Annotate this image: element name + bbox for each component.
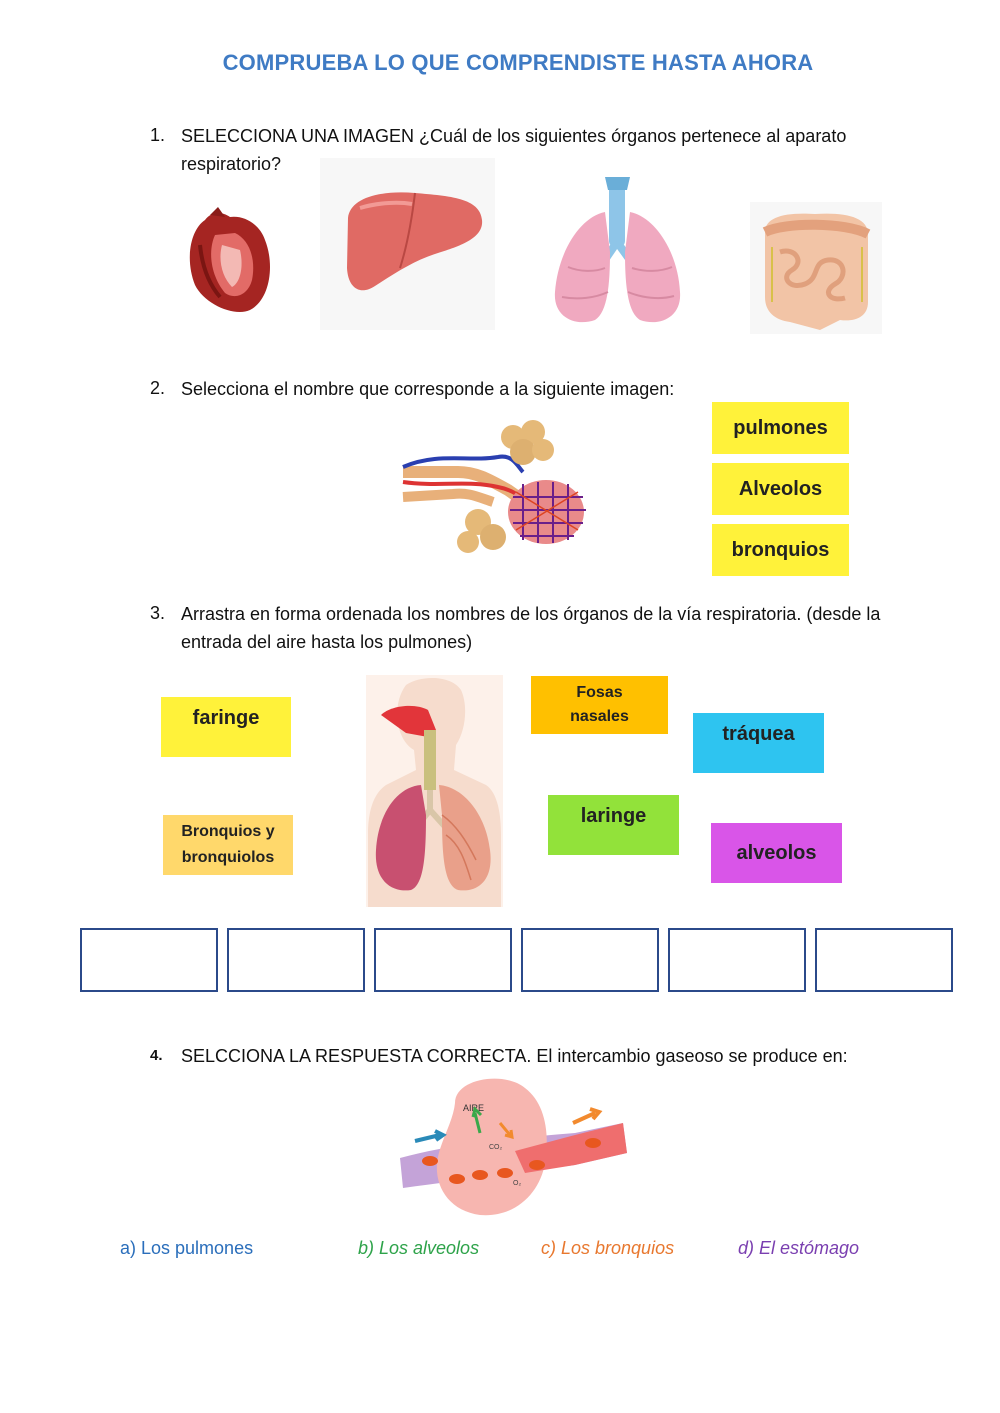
q4-text: SELCCIONA LA RESPUESTA CORRECTA. El intercambio gaseoso se produce en: xyxy=(181,1046,848,1066)
q3-number: 3. xyxy=(150,603,166,623)
q4-number: 4. xyxy=(150,1047,163,1064)
option-alveolos[interactable]: Alveolos xyxy=(712,463,849,515)
tile-bronquios-line1: Bronquios y xyxy=(181,823,275,840)
q1-text: SELECCIONA UNA IMAGEN ¿Cuál de los siguientes órganos pertenece al aparato respiratorio? xyxy=(181,126,847,174)
liver-image[interactable] xyxy=(320,158,495,330)
answer-c[interactable]: c) Los bronquios xyxy=(541,1238,675,1258)
co2-label: CO₂ xyxy=(489,1144,503,1151)
option-bronquios[interactable]: bronquios xyxy=(712,524,849,576)
answer-b[interactable]: b) Los alveolos xyxy=(358,1238,480,1258)
tile-faringe[interactable]: faringe xyxy=(161,697,291,757)
drop-slot-2[interactable] xyxy=(227,928,365,992)
tile-traquea[interactable]: tráquea xyxy=(693,713,824,773)
lungs-image[interactable] xyxy=(550,172,685,332)
tile-laringe[interactable]: laringe xyxy=(548,795,679,855)
q3-text: Arrastra en forma ordenada los nombres de los órganos de la vía respiratoria. (desde la entrada del aire hasta los pulmones) xyxy=(181,604,881,652)
o2-label: O₂ xyxy=(513,1180,522,1187)
drop-slot-1[interactable] xyxy=(80,928,218,992)
q1-number: 1. xyxy=(150,125,166,145)
tile-fosas-line2: nasales xyxy=(570,708,629,725)
answer-d[interactable]: d) El estómago xyxy=(738,1238,860,1258)
heart-image[interactable] xyxy=(180,205,280,320)
tile-bronquios-line2: bronquiolos xyxy=(181,849,275,866)
tile-fosas-nasales[interactable] xyxy=(531,676,668,734)
q2-number: 2. xyxy=(150,378,166,398)
intestine-image[interactable] xyxy=(750,202,882,334)
aire-label: AIRE xyxy=(463,1103,485,1113)
gas-exchange-image xyxy=(395,1073,630,1221)
option-pulmones[interactable]: pulmones xyxy=(712,402,849,454)
page-title: COMPRUEBA LO QUE COMPRENDISTE HASTA AHORA xyxy=(222,50,814,75)
drop-slot-3[interactable] xyxy=(374,928,512,992)
q2-text: Selecciona el nombre que corresponde a la siguiente imagen: xyxy=(181,379,675,399)
tile-fosas-line1: Fosas xyxy=(576,684,623,701)
answer-a[interactable]: a) Los pulmones xyxy=(120,1238,254,1258)
drop-slot-5[interactable] xyxy=(668,928,806,992)
drop-slot-6[interactable] xyxy=(815,928,953,992)
tile-alveolos[interactable]: alveolos xyxy=(711,823,842,883)
tile-bronquios-bronquiolos[interactable] xyxy=(163,815,293,875)
alveoli-image xyxy=(398,412,598,560)
respiratory-system-image xyxy=(366,675,503,907)
drop-slot-4[interactable] xyxy=(521,928,659,992)
